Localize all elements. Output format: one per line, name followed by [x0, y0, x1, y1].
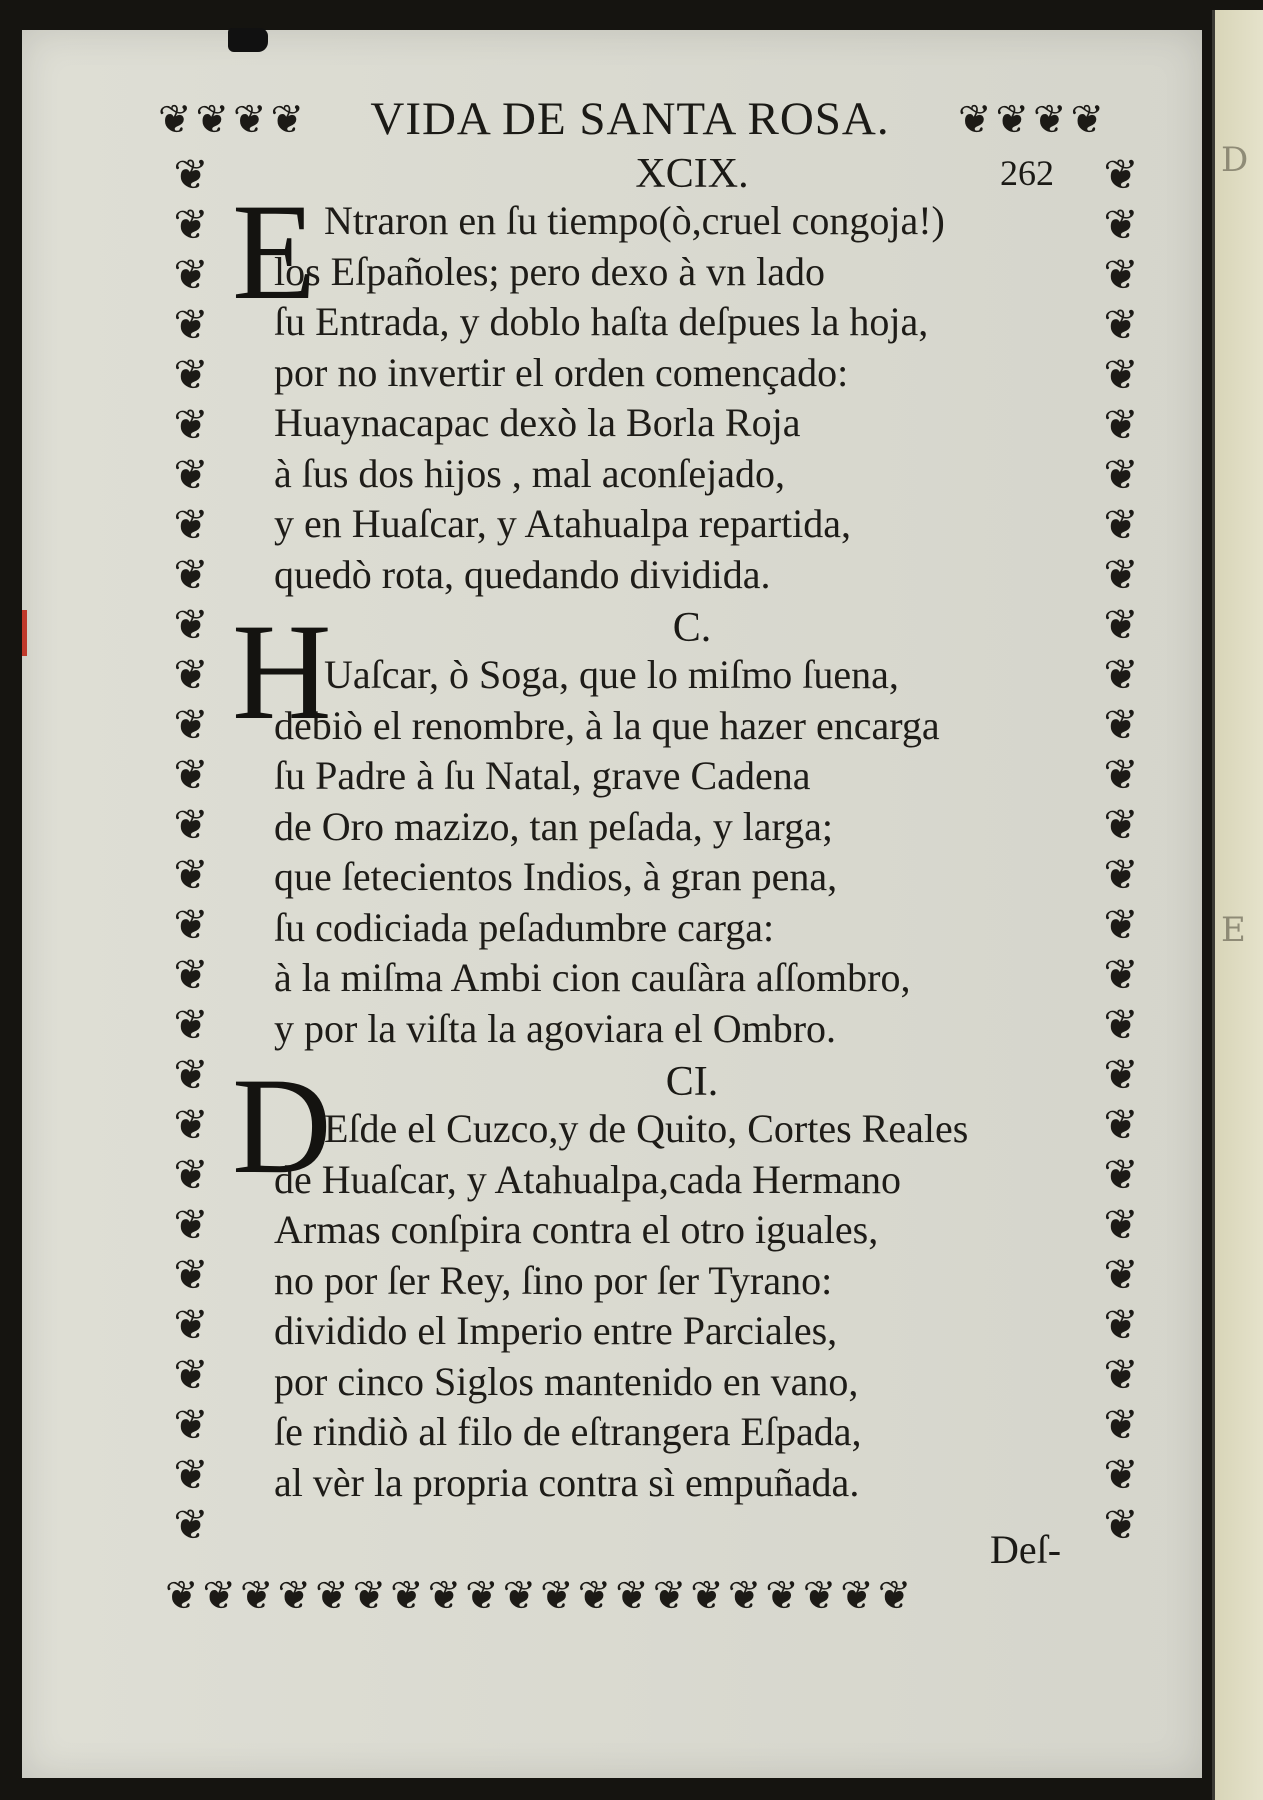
verse-line: que ſetecientos Indios, à gran pena,	[274, 854, 838, 899]
verse-line: Uaſcar, ò Soga, que lo miſmo ſuena,	[324, 652, 899, 697]
stanza-number: C.	[672, 605, 712, 651]
border-top-left-ornaments: ❦❦❦❦	[158, 100, 309, 143]
verse-line: quedò rota, quedando dividida.	[274, 551, 771, 597]
stanza-xcix	[232, 152, 1092, 600]
verse-line: à ſus dos hijos , mal aconſejado,	[274, 450, 786, 496]
verse-line: y en Huaſcar, y Atahualpa repartida,	[274, 501, 852, 546]
red-margin-mark	[22, 610, 27, 656]
catchword: Deſ-	[990, 1527, 1062, 1572]
verse-line: por cinco Siglos mantenido en vano,	[274, 1358, 859, 1404]
verse-line: ſu Padre à ſu Natal, grave Cadena	[274, 753, 811, 798]
drop-cap: H	[232, 595, 332, 748]
verse-line: debiò el renombre, à la que hazer encarga	[274, 702, 940, 748]
ornamental-border-bottom: ❦❦❦❦❦❦❦❦❦❦❦❦❦❦❦❦❦❦❦❦	[165, 1576, 916, 1619]
stanza-c	[232, 595, 1092, 1054]
drop-cap: D	[232, 1049, 332, 1202]
folio-number: 262	[1000, 153, 1054, 193]
verse-line: y por la viſta la agoviara el Ombro.	[274, 1005, 837, 1051]
verse-line: Armas conſpira contra el otro iguales,	[274, 1207, 879, 1252]
ink-blot	[228, 28, 268, 52]
verse-line: Huaynacapac dexò la Borla Roja	[274, 400, 801, 445]
stanza-number: XCIX.	[635, 151, 749, 197]
verse-line: à la miſma Ambi cion cauſàra aſſombro,	[274, 955, 911, 1000]
border-top-right-ornaments: ❦❦❦❦	[958, 100, 1109, 143]
running-head: VIDA DE SANTA ROSA.	[370, 93, 890, 145]
stanza-number: CI.	[665, 1059, 719, 1105]
ornamental-border-right: ❦❦❦❦❦❦❦❦❦❦❦❦❦❦❦❦❦❦❦❦❦❦❦❦❦❦❦❦	[1103, 150, 1139, 1549]
facing-page-edge	[1212, 10, 1263, 1800]
verse-line: Eſde el Cuzco,y de Quito, Cortes Reales	[324, 1106, 969, 1151]
verse-line: Ntraron en ſu tiempo(ò,cruel congoja!)	[324, 198, 945, 243]
stanza-ci	[232, 1049, 1092, 1508]
ornamental-border-left: ❦❦❦❦❦❦❦❦❦❦❦❦❦❦❦❦❦❦❦❦❦❦❦❦❦❦❦❦	[173, 150, 209, 1549]
verse-line: ſu codiciada peſadumbre carga:	[274, 904, 775, 950]
facing-page-ghost-letter: D	[1221, 140, 1249, 180]
verse-line: por no invertir el orden començado:	[274, 349, 849, 395]
verse-line: los Eſpañoles; pero dexo à vn lado	[274, 248, 825, 294]
verse-line: ſe rindiò al filo de eſtrangera Eſpada,	[274, 1409, 862, 1454]
verse-line: no por ſer Rey, ſino por ſer Tyrano:	[274, 1257, 833, 1303]
verse-line: al vèr la propria contra sì empuñada.	[274, 1459, 860, 1505]
verse-line: dividido el Imperio entre Parciales,	[274, 1308, 838, 1353]
verse-line: de Huaſcar, y Atahualpa,cada Hermano	[274, 1156, 901, 1202]
verse-line: ſu Entrada, y doblo haſta deſpues la hoja,	[274, 299, 929, 344]
verse-line: de Oro mazizo, tan peſada, y larga;	[274, 803, 834, 849]
facing-page-ghost-letter: E	[1221, 910, 1246, 950]
drop-cap: E	[232, 175, 317, 328]
